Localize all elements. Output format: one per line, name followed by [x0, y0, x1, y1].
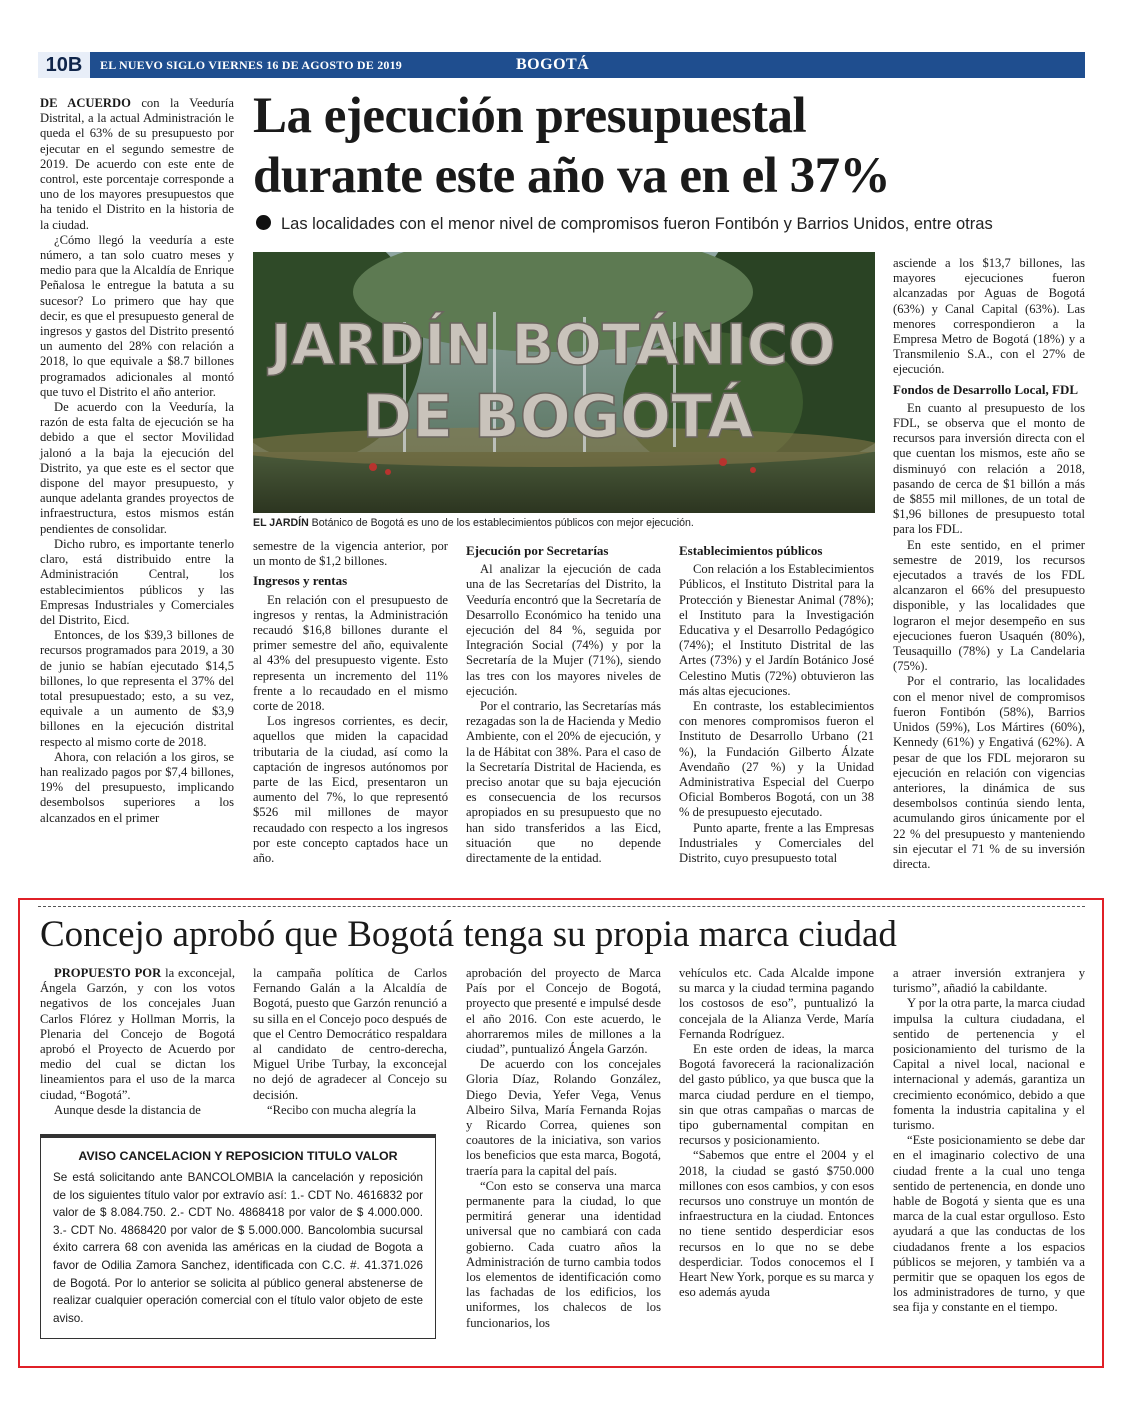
- article1-column-2: [253, 539, 448, 866]
- subheadline-text: Las localidades con el menor nivel de compromisos fueron Fontibón y Barrios Unidos, entre otras: [281, 215, 993, 233]
- notice-title: AVISO CANCELACION Y REPOSICION TITULO VALOR: [78, 1149, 398, 1163]
- paragraph: “Con esto se conserva una marca permanente para la ciudad, lo que permitirá generar una identidad universal que no cambiará con cada gobierno. Cada cuatro años la Administración de turno cambia todos los elementos de identificación como las fachadas de los edificios, los uniformes, los chalecos de los funcionarios, los: [466, 1178, 661, 1330]
- paragraph: asciende a los $13,7 billones, las mayores ejecuciones fueron alcanzadas por Aguas de Bogotá (63%) y Canal Capital (63%). Las menores correspondieron a la Empresa Metro de Bogotá (18%) y a Transmilenio S.A., con el 27% de ejecución.: [893, 256, 1085, 377]
- paragraph: Dicho rubro, es importante tenerlo claro, está distribuido entre la Administración Central, los establecimientos públicos y las Empresas Industriales y Comerciales del Distrito, Eicd.: [40, 536, 234, 627]
- paragraph: semestre de la vigencia anterior, por un monto de $1,2 billones.: [253, 539, 448, 569]
- classified-notice: [40, 1134, 436, 1339]
- paragraph: De acuerdo con los concejales Gloria Díaz, Rolando González, Diego Devia, Yefer Vega, Venus Albeiro Silva, María Fernanda Rojas y Ricardo Correa, quienes son coautores de la iniciativa, son varios los beneficios que esta marca, Bogotá, traería para la capital del país.: [466, 1057, 661, 1178]
- lead-in: PROPUESTO POR: [54, 966, 162, 980]
- paragraph: En cuanto al presupuesto de los FDL, se observa que el monto de recursos para inversión directa con el que cuentan los mismos, este año se disminuyó con relación a 2018, pasando de cerca de $1 billón a más de $855 mil millones, de un total de $1,96 billones de presupuesto total para los FDL.: [893, 400, 1085, 537]
- divider: [38, 906, 1085, 907]
- page-number: 10B: [38, 52, 90, 78]
- paragraph: Los ingresos corrientes, es decir, aquellos que miden la capacidad tributaria de la ciudad, así como la captación de ingresos autónomos por parte de las Eicd, presentaron un aumento del 7%, lo que representó $526 mil millones de mayor recaudado con respecto a los ingresos por este concepto captados hace un año.: [253, 714, 448, 866]
- photo-sign-text: DE BOGOTÁ: [362, 382, 754, 452]
- paragraph: Y por la otra parte, la marca ciudad impulsa la cultura ciudadana, el sentido de pertenencia y el posicionamiento del turismo de la Capital a nivel local, nacional e internacional y además, garantiza un crecimiento económico, debido a que fomenta la industria capitalina y el turismo.: [893, 996, 1085, 1133]
- paragraph: aprobación del proyecto de Marca País por el Concejo de Bogotá, proyecto que presenté e impulsé desde el año 2016. Con este acuerdo, le ahorraremos miles de millones a la ciudad”, puntualizó Ángela Garzón.: [466, 966, 661, 1057]
- headline-line: La ejecución presupuestal: [253, 88, 807, 144]
- paragraph: la campaña política de Carlos Fernando Galán a la Alcaldía de Bogotá, puesto que Garzón renunció a su silla en el Concejo poco después de que el Centro Democrático respaldara al candidato de centro-derecha, Miguel Uribe Turbay, la exconcejal no dejó de agradecer al Concejo su decisión.: [253, 966, 447, 1102]
- headline-line: durante este año va en el 37%: [253, 148, 891, 204]
- paragraph: En este orden de ideas, la marca Bogotá favorecerá la racionalización del gasto público, ya que busca que la marca ciudad perdure en el tiempo, sin que otras campañas o marcas de tipo gubernamental compitan en recursos y posicionamiento.: [679, 1042, 874, 1148]
- paragraph: En este sentido, en el primer semestre de 2019, los recursos ejecutados a través de los FDL alcanzaron el 66% del presupuesto disponible, y las localidades que lograron el mejor desempeño en sus ejecuciones fueron Usaquén (80%), Teusaquillo (78%) y La Candelaria (75%).: [893, 537, 1085, 674]
- paragraph: Ahora, con relación a los giros, se han realizado pagos por $7,4 billones, 19% del presupuesto, implicando desembolsos superiores a los alcanzados en el primer: [40, 749, 234, 825]
- article1-column-4: [679, 539, 874, 866]
- paper-name-date: EL NUEVO SIGLO VIERNES 16 DE AGOSTO DE 2019: [100, 58, 402, 72]
- caption-lead: EL JARDÍN: [253, 517, 309, 529]
- paragraph: a atraer inversión extranjera y turismo”, añadió la cabildante.: [893, 966, 1085, 996]
- article1-column-1: [40, 96, 234, 826]
- paragraph: vehículos etc. Cada Alcalde impone su marca y la ciudad termina pagando los costosos de eso”, puntualizó la concejala de la Alianza Verde, María Fernanda Rodríguez.: [679, 966, 874, 1041]
- caption-text: Botánico de Bogotá es uno de los establecimientos públicos con mejor ejecución.: [308, 517, 694, 529]
- notice-body: Se está solicitando ante BANCOLOMBIA la cancelación y reposición de los siguientes título valor por extravío así: 1.- CDT No. 4616832 por valor de $ 8.084.750. 2.- CDT No. 4868418 por valor de $ 4.000.000. 3.- CDT No. 4868420 por valor de $ 5.000.000. Bancolombia sucursal éxito carrera 68 con avenida las américas en la ciudad de Bogota a favor de Odilia Zamora Sanchez, identificada con C.C. #. 41.371.026 de Bogotá. Por lo anterior se solicita al público general abstenerse de realizar cualquier operación comercial con el título valor objeto de este aviso.: [53, 1171, 423, 1325]
- article2-column-3: [466, 966, 661, 1331]
- article2-column-2: [253, 966, 447, 1118]
- paragraph: “Recibo con mucha alegría la: [267, 1102, 416, 1117]
- paragraph: En contraste, los establecimientos con menores compromisos fueron el Instituto de Desarrollo Urbano (21 %), la Fundación Gilberto Álzate Avendaño (27 %) y la Unidad Administrativa Especial del Cuerpo Oficial Bomberos Bogotá, con un 38 % de presupuesto ejecutado.: [679, 699, 874, 820]
- article2-column-5: [893, 966, 1085, 1316]
- article1-column-5: [893, 256, 1085, 872]
- paragraph: Por el contrario, las localidades con el menor nivel de compromisos fueron Fontibón (58%), Barrios Unidos (59%), Los Mártires (60%), Kennedy (61%) y Engativá (62%). A pesar de que los FDL mejoraron su ejecución en relación con vigencias anteriores, la dinámica de sus desembolsos continúa siendo lenta, acumulando giros únicamente por el 22 % del presupuesto y manteniendo sin ejecutar el 71 % de su inversión directa.: [893, 674, 1085, 871]
- subhead: Ejecución por Secretarías: [466, 543, 609, 558]
- article1-column-3: [466, 539, 661, 866]
- photo-sign-text: JARDÍN BOTÁNICO: [270, 313, 836, 378]
- paragraph: Punto aparte, frente a las Empresas Industriales y Comerciales del Distrito, cuyo presupuesto total: [679, 820, 874, 866]
- article2-column-1: [40, 966, 235, 1118]
- subhead: Ingresos y rentas: [253, 573, 348, 589]
- paragraph: Por el contrario, las Secretarías más rezagadas son la de Hacienda y Medio Ambiente, con el 20% de ejecución, y la de Hábitat con 38%. Para el caso de la Secretaría Distrital de Hacienda, es preciso anotar que su baja ejecución es consecuencia de los recursos apropiados en su presupuesto que no han sido transferidos a las Eicd, situación que no depende directamente de la entidad.: [466, 699, 661, 866]
- paragraph: Con relación a los Establecimientos Públicos, el Instituto Distrital para la Protección y Bienestar Animal (78%); el Instituto para la Investigación Educativa y el Desarrollo Pedagógico (74%); el Instituto Distrital de las Artes (73%) y el Jardín Botánico José Celestino Mutis (72%) obtuvieron las más altas ejecuciones.: [679, 562, 874, 698]
- page-header-bar: [38, 52, 1085, 78]
- lead-in: DE ACUERDO: [40, 96, 131, 110]
- photo-caption: [253, 517, 883, 529]
- paragraph: “Sabemos que entre el 2004 y el 2018, la ciudad se gastó $750.000 millones con esos cambios, y con esos recursos uno construye un montón de infraestructura en la ciudad. Entonces no tiene sentido desperdiciar esos recursos en lo que no se debe desperdiciar. Todos conocemos el I Heart New York, porque es su marca y eso además ayuda: [679, 1148, 874, 1300]
- jardin-botanico-photo: [253, 252, 875, 513]
- paragraph: ¿Cómo llegó la veeduría a este número, a tan solo cuatro meses y medio para que la Alcaldía de Enrique Peñalosa le entregue la batuta a su sucesor? Lo primero que hay que decir, es que el presupuesto general de ingresos y gastos del Distrito presentó un aumento del 28% con relación a 2018, lo que equivale a $8.7 billones programados adicionales al montó que tuvo el Distrito el año anterior.: [40, 232, 234, 399]
- notice-top-rule: [40, 1134, 436, 1138]
- article2-column-4: [679, 966, 874, 1300]
- article1-headline: [253, 86, 1073, 206]
- paragraph: con la Veeduría Distrital, a la actual Administración le queda el 63% de su presupuesto por ejecutar en el segundo semestre de 2019. De acuerdo con este ente de control, este porcentaje corresponde a uno de los mayores presupuestos que ha tenido el Distrito en la historia de la ciudad.: [40, 96, 234, 232]
- subhead: Establecimientos públicos: [679, 543, 823, 558]
- paragraph: “Este posicionamiento se debe dar en el imaginario colectivo de una ciudad frente a la cual uno tenga sentido de pertenencia, en donde uno hable de Bogotá y sienta que es una marca de la cual estar orgulloso. Esto ayudará a que las conductas de los ciudadanos frente a los espacios públicos se mejoren, y también va a permitir que se opaquen los egos de los administradores de turno, y que sea fija y constante en el tiempo.: [893, 1133, 1085, 1315]
- article1-subheadline: [256, 215, 1086, 234]
- paragraph: En relación con el presupuesto de ingresos y rentas, la Administración recaudó $16,8 billones durante el primer semestre del año, equivalente al 43% del presupuesto vigente. Esto representa un incremento del 11% frente a lo recaudado en el mismo corte de 2018.: [253, 592, 448, 714]
- section-name: BOGOTÁ: [516, 56, 590, 73]
- paragraph: la exconcejal, Ángela Garzón, y con los votos negativos de los concejales Juan Carlos Flórez y Hollman Morris, la Plenaria del Concejo de Bogotá aprobó el Proyecto de Acuerdo por medio del cual se dictan los lineamientos para el uso de la marca ciudad, “Bogotá”.: [40, 966, 236, 1102]
- bullet-icon: [256, 215, 271, 230]
- paragraph: Aunque desde la distancia de: [54, 1102, 201, 1117]
- paragraph: Al analizar la ejecución de cada una de las Secretarías del Distrito, la Veeduría encontró que la Secretaría de Desarrollo Económico ha tenido una ejecución del 84 %, seguida por Integración Social (74%) y por la Secretaría de la Mujer (71%), siendo las tres con los mayores niveles de ejecución.: [466, 562, 661, 698]
- subhead: Fondos de Desarrollo Local, FDL: [893, 381, 1079, 397]
- paragraph: De acuerdo con la Veeduría, la razón de esta falta de ejecución se ha debido a que el sector Movilidad jalonó a la baja la ejecución del Distrito, ya que este es el sector que dispone del mayor presupuesto, y aunque adelanta grandes proyectos de infraestructura, estos mismos están pendientes de consolidar.: [40, 400, 234, 536]
- paragraph: Entonces, de los $39,3 billones de recursos programados para 2019, a 30 de junio se habían ejecutado $14,5 billones, lo que representa el 37% del total presupuestado; esto, a su vez, equivale a un aumento de $3,9 billones en la ejecución distrital respecto al mismo corte de 2018.: [40, 628, 234, 749]
- article2-headline: Concejo aprobó que Bogotá tenga su propia marca ciudad: [40, 914, 897, 955]
